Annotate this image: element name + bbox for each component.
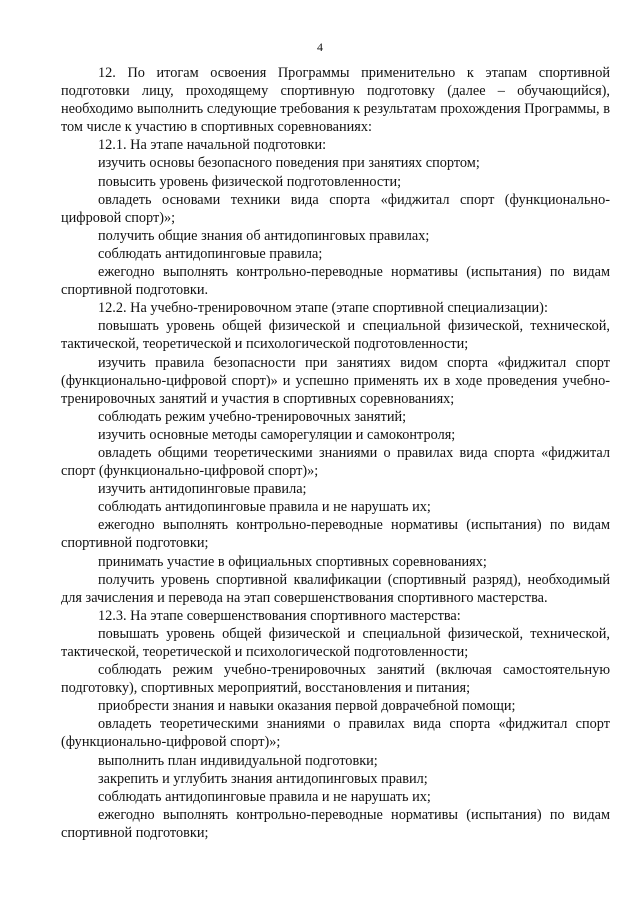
list-item: закрепить и углубить знания антидопинговых правил; (98, 770, 428, 787)
list-item: повышать уровень общей физической и специальной физической, технической, тактической, теоретической и психологической подготовленности; (61, 625, 610, 660)
list-item: овладеть теоретическими знаниями о правилах вида спорта «фиджитал спорт (функционально-цифровой спорт)»; (61, 716, 610, 751)
list-item: ежегодно выполнять контрольно-переводные нормативы (испытания) по видам спортивной подготовки; (61, 806, 610, 841)
list-item: получить общие знания об антидопинговых правилах; (98, 227, 430, 244)
list-item: соблюдать режим учебно-тренировочных занятий; (98, 408, 407, 425)
list-item: изучить основные методы саморегуляции и самоконтроля; (98, 426, 456, 443)
heading-12-2: 12.2. На учебно-тренировочном этапе (этапе спортивной специализации): (98, 300, 548, 317)
list-item: получить уровень спортивной квалификации (спортивный разряд), необходимый для зачисления и перевода на этап совершенствования спортивного мастерства. (61, 571, 610, 606)
list-item: ежегодно выполнять контрольно-переводные нормативы (испытания) по видам спортивной подготовки; (61, 517, 610, 552)
heading-12-3: 12.3. На этапе совершенствования спортивного мастерства: (98, 607, 461, 624)
list-item: соблюдать антидопинговые правила и не нарушать их; (98, 499, 431, 516)
list-item: приобрести знания и навыки оказания первой доврачебной помощи; (98, 698, 516, 715)
list-item: повысить уровень физической подготовленности; (98, 173, 402, 190)
heading-12-1: 12.1. На этапе начальной подготовки: (98, 137, 327, 154)
list-item: выполнить план индивидуальной подготовки; (98, 752, 378, 769)
page-number: 4 (317, 40, 323, 54)
list-item: соблюдать антидопинговые правила и не нарушать их; (98, 788, 431, 805)
list-item: ежегодно выполнять контрольно-переводные нормативы (испытания) по видам спортивной подготовки. (61, 264, 610, 299)
list-item: принимать участие в официальных спортивных соревнованиях; (98, 553, 487, 570)
list-item: повышать уровень общей физической и специальной физической, технической, тактической, теоретической и психологической подготовленности; (61, 318, 610, 353)
list-item: изучить основы безопасного поведения при занятиях спортом; (98, 155, 480, 172)
document-body (61, 64, 610, 842)
paragraph-12: 12. По итогам освоения Программы применительно к этапам спортивной подготовки лицу, проходящему спортивную подготовку (далее – обучающийся), необходимо выполнить следующие требования к результатам прохождения Программы, в том числе к участию в спортивных соревнованиях: (61, 65, 610, 136)
list-item: соблюдать режим учебно-тренировочных занятий (включая самостоятельную подготовку), спортивных мероприятий, восстановления и питания; (61, 662, 610, 697)
list-item: изучить антидопинговые правила; (98, 481, 307, 498)
list-item: изучить правила безопасности при занятиях видом спорта «фиджитал спорт (функционально-цифровой спорт)» и успешно применять их в ходе проведения учебно-тренировочных занятий и участия в спортивных соревнованиях; (61, 354, 610, 407)
list-item: овладеть основами техники вида спорта «фиджитал спорт (функционально-цифровой спорт)»; (61, 191, 610, 226)
list-item: соблюдать антидопинговые правила; (98, 245, 323, 262)
list-item: овладеть общими теоретическими знаниями о правилах вида спорта «фиджитал спорт (функционально-цифровой спорт)»; (61, 444, 610, 480)
